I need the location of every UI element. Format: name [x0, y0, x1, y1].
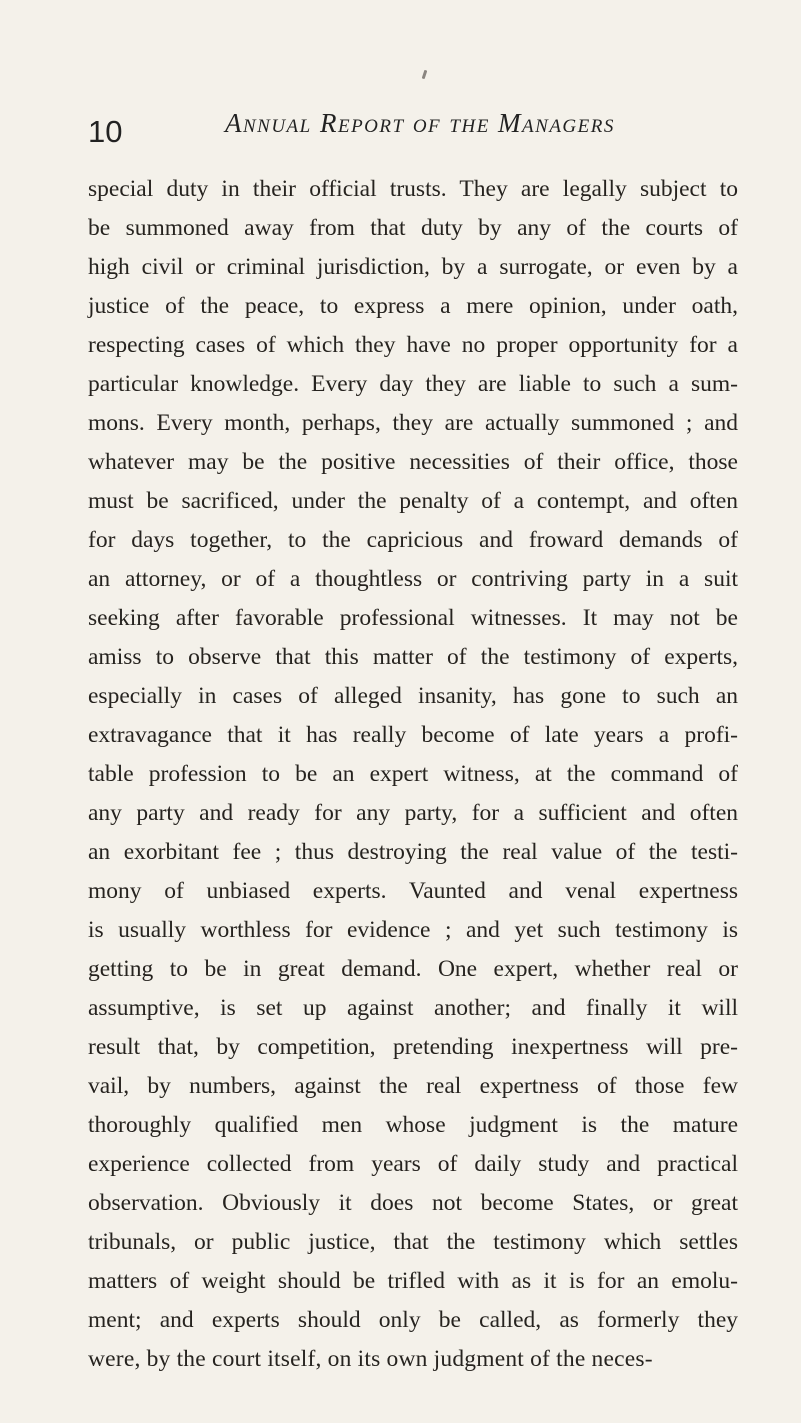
- text-line: must be sacrificed, under the penalty of a contempt, and often: [88, 488, 738, 514]
- body-text: [88, 170, 738, 1379]
- text-line: whatever may be the positive necessities of their office, those: [88, 449, 738, 475]
- text-line: mons. Every month, perhaps, they are actually summoned ; and: [88, 410, 738, 436]
- text-line: mony of unbiased experts. Vaunted and venal expertness: [88, 878, 738, 904]
- text-line: matters of weight should be trifled with as it is for an emolu-: [88, 1268, 738, 1294]
- text-line: be summoned away from that duty by any of the courts of: [88, 215, 738, 241]
- text-line: high civil or criminal jurisdiction, by a surrogate, or even by a: [88, 254, 738, 280]
- page-number: 10: [88, 114, 123, 149]
- text-line: getting to be in great demand. One expert, whether real or: [88, 956, 738, 982]
- text-line: extravagance that it has really become of late years a profi-: [88, 722, 738, 748]
- text-line: seeking after favorable professional witnesses. It may not be: [88, 605, 738, 631]
- text-line: amiss to observe that this matter of the testimony of experts,: [88, 644, 738, 670]
- text-line: observation. Obviously it does not become States, or great: [88, 1190, 738, 1216]
- text-line: for days together, to the capricious and froward demands of: [88, 527, 738, 553]
- text-line: special duty in their official trusts. They are legally subject to: [88, 176, 738, 202]
- text-line: justice of the peace, to express a mere opinion, under oath,: [88, 293, 738, 319]
- text-line: assumptive, is set up against another; and finally it will: [88, 995, 738, 1021]
- page-header: [88, 110, 748, 150]
- text-line: thoroughly qualified men whose judgment is the mature: [88, 1112, 738, 1138]
- stray-ink-mark: [422, 70, 428, 79]
- text-line: vail, by numbers, against the real expertness of those few: [88, 1073, 738, 1099]
- text-line: were, by the court itself, on its own judgment of the neces-: [88, 1346, 653, 1372]
- text-line: tribunals, or public justice, that the testimony which settles: [88, 1229, 738, 1255]
- text-line: experience collected from years of daily study and practical: [88, 1151, 738, 1177]
- text-line: an attorney, or of a thoughtless or contriving party in a suit: [88, 566, 738, 592]
- text-line: is usually worthless for evidence ; and yet such testimony is: [88, 917, 738, 943]
- text-line: particular knowledge. Every day they are liable to such a sum-: [88, 371, 738, 397]
- text-line: any party and ready for any party, for a sufficient and often: [88, 800, 738, 826]
- text-line: ment; and experts should only be called, as formerly they: [88, 1307, 738, 1333]
- text-line: result that, by competition, pretending inexpertness will pre-: [88, 1034, 738, 1060]
- text-line: table profession to be an expert witness, at the command of: [88, 761, 738, 787]
- running-head: Annual Report of the Managers: [225, 108, 615, 138]
- text-line: respecting cases of which they have no proper opportunity for a: [88, 332, 738, 358]
- text-line: especially in cases of alleged insanity, has gone to such an: [88, 683, 738, 709]
- text-line: an exorbitant fee ; thus destroying the real value of the testi-: [88, 839, 738, 865]
